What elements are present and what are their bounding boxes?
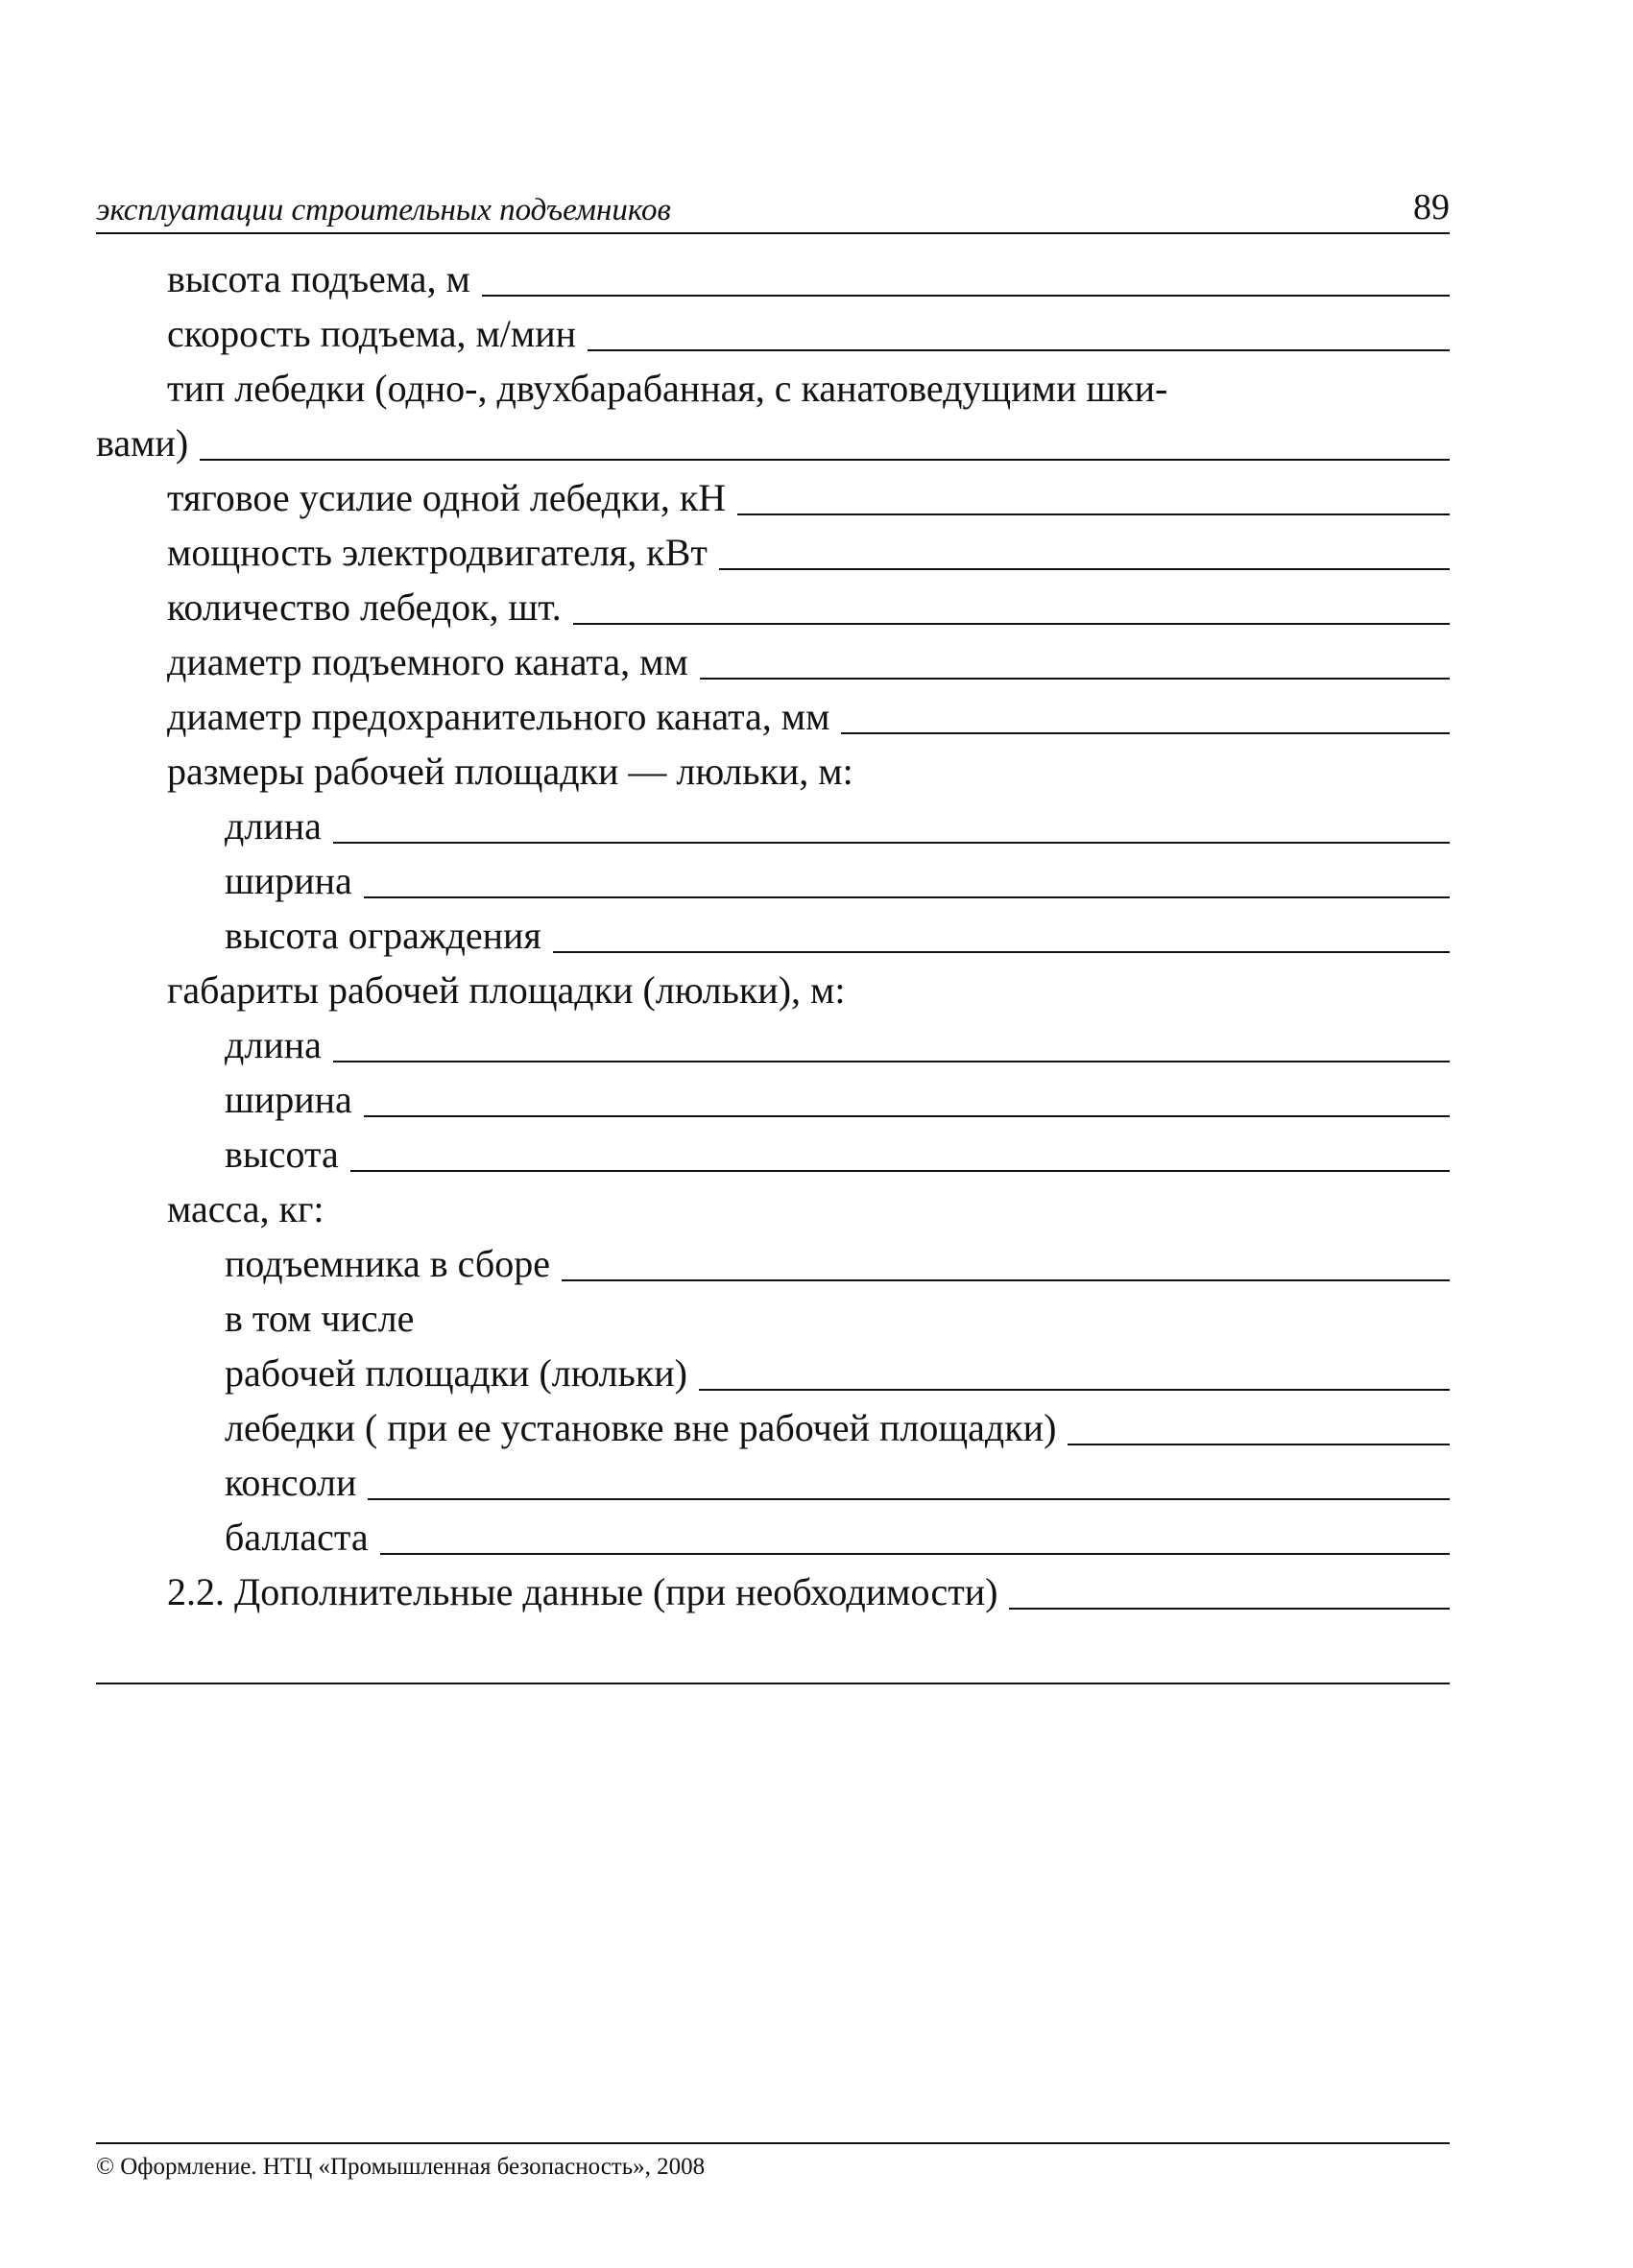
form-row-overall-width [96,1072,1450,1127]
field-label: высота ограждения [225,914,541,957]
fill-in-line [364,1115,1450,1117]
running-header [96,182,1450,234]
section-heading-mass [96,1182,1450,1236]
field-label: количество лебедок, шт. [167,585,562,629]
form-row-winch-count [96,580,1450,634]
fill-in-line [573,623,1450,625]
fill-in-line [841,732,1450,734]
field-label: рабочей площадки (люльки) [225,1351,687,1395]
form-row-lifting-speed [96,306,1450,361]
footer-rule [96,2142,1450,2144]
fill-in-line [482,295,1450,297]
form-row-mass-assembled [96,1236,1450,1291]
field-label: лебедки ( при ее установке вне рабочей площадки) [225,1406,1057,1449]
field-label: вами) [96,421,189,465]
field-label: диаметр подъемного каната, мм [167,640,688,683]
fill-in-line [333,1061,1450,1062]
form-row-motor-power [96,525,1450,580]
form-body [96,251,1450,1619]
fill-in-line [562,1279,1450,1281]
fill-in-line [719,568,1450,570]
fill-in-line [364,896,1450,898]
fill-in-line [368,1498,1450,1500]
fill-in-line [699,1389,1450,1391]
section-heading: размеры рабочей площадки — люльки, м: [167,750,853,793]
form-row-mass-winch [96,1400,1450,1455]
form-row-winch-traction [96,470,1450,525]
form-row-winch-type-continued [96,416,1450,470]
field-label: подъемника в сборе [225,1242,550,1285]
form-row-platform-width [96,853,1450,908]
section-heading: габариты рабочей площадки (люльки), м: [167,968,846,1012]
form-row-overall-length [96,1017,1450,1072]
form-row-mass-ballast [96,1510,1450,1564]
field-label: ширина [225,859,352,902]
field-label: 2.2. Дополнительные данные (при необходимости) [167,1570,998,1613]
form-row-lifting-height [96,251,1450,306]
form-row-mass-including [96,1291,1450,1346]
fill-in-line [380,1553,1450,1555]
field-label: длина [225,1023,322,1066]
form-row-winch-type [96,361,1450,416]
fill-in-line [350,1170,1450,1172]
field-label: высота подъема, м [167,257,470,300]
field-label: высота [225,1133,339,1176]
form-row-lifting-rope-diameter [96,634,1450,689]
field-label: тяговое усилие одной лебедки, кН [167,476,727,519]
form-row-safety-rope-diameter [96,689,1450,744]
section-heading: масса, кг: [167,1187,324,1230]
form-row-platform-length [96,799,1450,853]
form-row-fence-height [96,908,1450,963]
field-label: тип лебедки (одно-, двухбарабанная, с канатоведущими шки- [167,367,1168,410]
field-label: ширина [225,1078,352,1121]
field-label: в том числе [225,1297,415,1340]
field-label: мощность электродвигателя, кВт [167,531,708,574]
field-label: балласта [225,1516,369,1559]
fill-in-line [737,513,1450,515]
footer-copyright: © Оформление. НТЦ «Промышленная безопасность», 2008 [96,2154,706,2180]
fill-in-line [553,951,1450,953]
field-label: скорость подъема, м/мин [167,312,577,355]
form-row-mass-platform [96,1346,1450,1400]
fill-in-line [200,459,1450,461]
page-number: 89 [1413,187,1450,227]
running-title: эксплуатации строительных подъемников [96,193,671,227]
section-heading-platform-overall [96,963,1450,1017]
form-row-overall-height [96,1127,1450,1182]
section-heading-platform-dimensions [96,744,1450,799]
field-label: длина [225,804,322,848]
form-row-additional-data [96,1564,1450,1619]
fill-in-line [1068,1444,1450,1445]
fill-in-line [588,349,1450,351]
fill-in-line [333,842,1450,844]
full-width-fill-in-line [96,1683,1450,1684]
fill-in-line [700,678,1450,680]
field-label: консоли [225,1461,357,1504]
form-row-mass-console [96,1455,1450,1510]
field-label: диаметр предохранительного каната, мм [167,695,830,738]
fill-in-line [1009,1608,1450,1610]
